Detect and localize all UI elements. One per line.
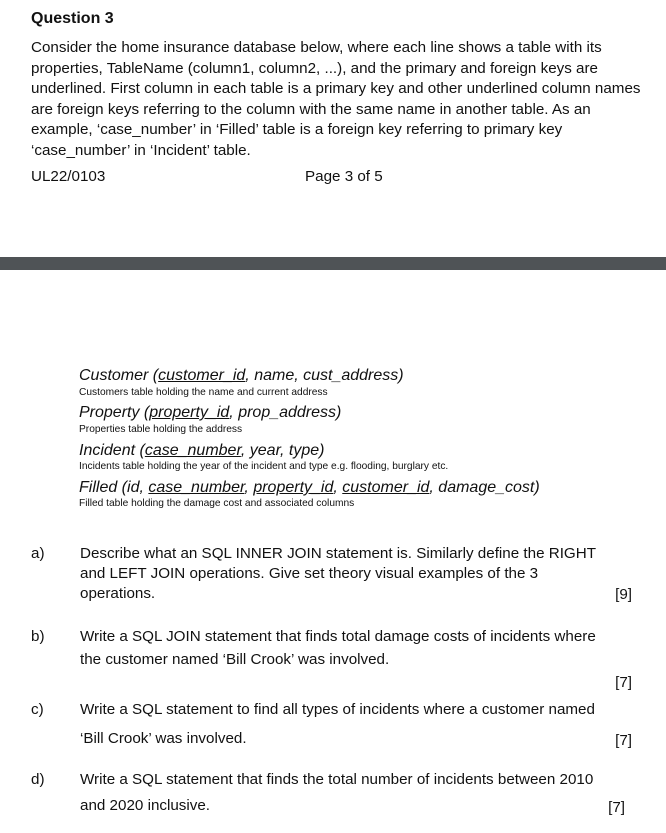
part-b-line-2: the customer named ‘Bill Crook’ was involved. — [80, 651, 390, 668]
other-columns: , name, cust_address) — [245, 367, 404, 384]
schema-filled-desc: Filled table holding the damage cost and associated columns — [79, 498, 355, 509]
primary-key: property_id — [149, 404, 230, 421]
part-b-line-1: Write a SQL JOIN statement that finds total damage costs of incidents where — [80, 628, 596, 645]
part-c-line-1: Write a SQL statement to find all types of incidents where a customer named — [80, 701, 595, 718]
page-break-divider — [0, 257, 666, 270]
part-a-letter: a) — [31, 545, 45, 562]
part-b-marks: [7] — [615, 674, 632, 691]
primary-key: customer_id — [158, 367, 246, 384]
other-columns: , year, type) — [240, 442, 325, 459]
part-a-line-2: and LEFT JOIN operations. Give set theory visual examples of the 3 — [80, 565, 539, 582]
schema-customer: Customer (customer_id, name, cust_address) — [79, 367, 404, 384]
part-c-letter: c) — [31, 701, 44, 718]
part-d-line-1: Write a SQL statement that finds the total number of incidents between 2010 — [80, 771, 594, 788]
question-title: Question 3 — [31, 10, 114, 27]
schema-property: Property (property_id, prop_address) — [79, 404, 342, 421]
other-columns: , prop_address) — [229, 404, 342, 421]
part-b-letter: b) — [31, 628, 45, 645]
part-d-marks: [7] — [608, 799, 625, 816]
part-d-letter: d) — [31, 771, 45, 788]
question-intro: Consider the home insurance database below, where each line shows a table with its properties, TableName (column1, column2, ...), and the primary and foreign keys are underlined. First column in each table is a primary key and other underlined column names are foreign keys referring to the column with the same name in another table. As an example, ‘case_number’ in ‘Filled’ table is a foreign key referring to primary key ‘case_number’ in ‘Incident’ table. — [31, 39, 641, 159]
schema-filled: Filled (id, case_number, property_id, customer_id, damage_cost) — [79, 479, 540, 496]
foreign-key: customer_id — [342, 479, 430, 496]
part-a-line-3: operations. — [80, 585, 156, 602]
foreign-key: property_id — [253, 479, 334, 496]
exam-code: UL22/0103 — [31, 168, 106, 185]
page-number: Page 3 of 5 — [305, 168, 383, 185]
part-a-marks: [9] — [615, 586, 632, 603]
other-columns: , damage_cost) — [429, 479, 540, 496]
schema-property-desc: Properties table holding the address — [79, 424, 243, 435]
part-c-line-2: ‘Bill Crook’ was involved. — [80, 730, 247, 747]
schema-incident-desc: Incidents table holding the year of the incident and type e.g. flooding, burglary etc. — [79, 461, 449, 472]
schema-customer-desc: Customers table holding the name and current address — [79, 387, 328, 398]
part-c-marks: [7] — [615, 732, 632, 749]
primary-key: id — [127, 479, 140, 496]
table-name: Incident — [79, 442, 136, 459]
table-name: Customer — [79, 367, 149, 384]
foreign-key: case_number — [148, 479, 245, 496]
part-d-line-2: and 2020 inclusive. — [80, 797, 211, 814]
primary-key: case_number — [144, 442, 241, 459]
schema-incident: Incident (case_number, year, type) — [79, 442, 325, 459]
table-name: Property — [79, 404, 140, 421]
part-a-line-1: Describe what an SQL INNER JOIN statement is. Similarly define the RIGHT — [80, 545, 596, 562]
table-name: Filled — [79, 479, 118, 496]
